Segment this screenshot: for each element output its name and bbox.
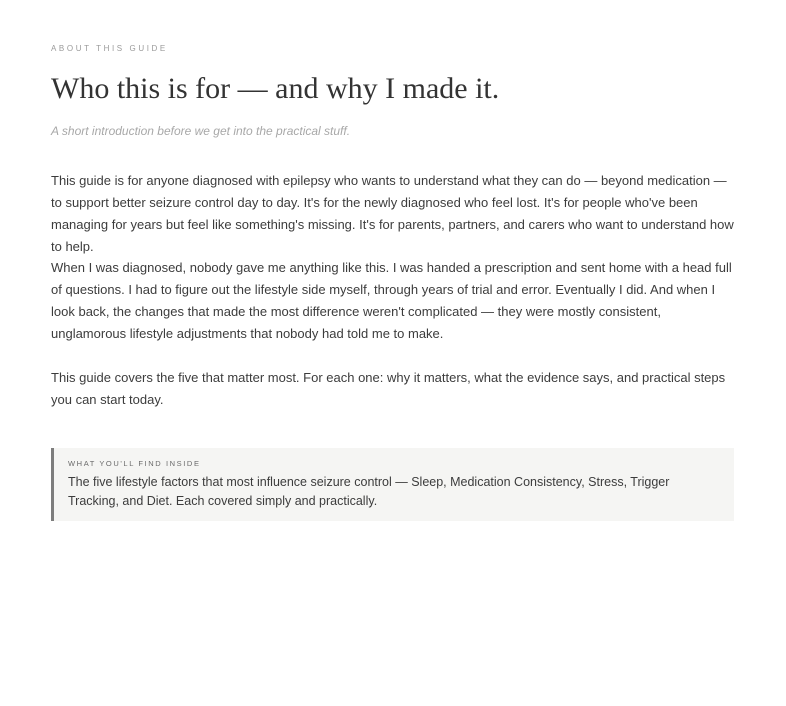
callout-text: The five lifestyle factors that most influence seizure control — Sleep, Medication Consistency, Stress, Trigger Tracking, and Diet. Each covered simply and practically.: [68, 475, 670, 508]
intro-paragraph-audience: This guide is for anyone diagnosed with epilepsy who wants to understand what they can do — beyond medication — to support better seizure control day to day. It's for the newly diagnosed who feel lost. It's for people who've been managing for years but feel like something's missing. It's for parents, partners, and carers who want to understand how to help.: [51, 173, 734, 254]
callout-label: WHAT YOU'LL FIND INSIDE: [68, 459, 201, 468]
page-title: Who this is for — and why I made it.: [51, 72, 500, 105]
intro-paragraph-story: When I was diagnosed, nobody gave me anything like this. I was handed a prescription and sent home with a head full of questions. I had to figure out the lifestyle side myself, through years of trial and error. Eventually I did. And when I look back, the changes that made the most difference weren't complicated — they were mostly consistent, unglamorous lifestyle adjustments that nobody had told me to make.: [51, 260, 732, 341]
section-eyebrow: ABOUT THIS GUIDE: [51, 44, 168, 53]
inside-callout: [51, 448, 734, 521]
intro-paragraph-overview: This guide covers the five that matter most. For each one: why it matters, what the evidence says, and practical steps you can start today.: [51, 370, 726, 407]
page-subtitle: A short introduction before we get into the practical stuff.: [51, 124, 351, 138]
